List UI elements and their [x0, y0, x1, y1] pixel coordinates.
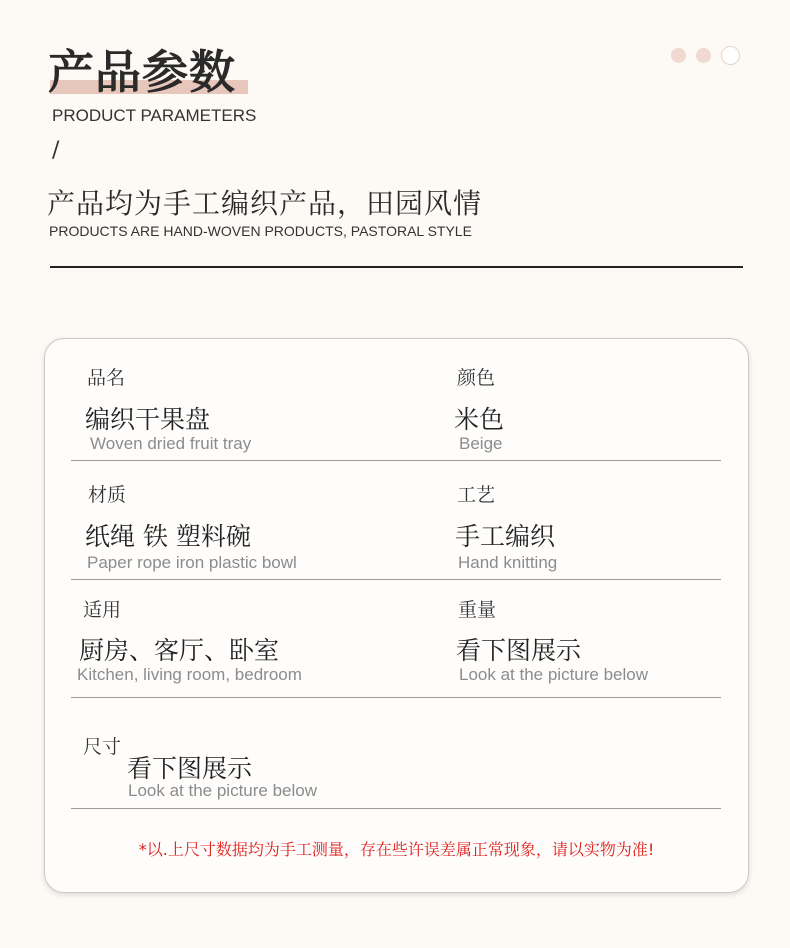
param-en-usage: Kitchen, living room, bedroom — [77, 665, 302, 684]
param-label-material: 材质 — [88, 484, 127, 506]
param-label-usage: 适用 — [83, 599, 122, 621]
param-label-size: 尺寸 — [83, 736, 122, 758]
param-value-name: 编织干果盘 — [85, 405, 211, 434]
headline-en: PRODUCTS ARE HAND-WOVEN PRODUCTS, PASTORAL STYLE — [49, 223, 472, 239]
param-label-color: 颜色 — [457, 367, 496, 389]
title-text: 产品参数 — [48, 45, 236, 99]
row-divider — [71, 808, 721, 809]
param-en-color: Beige — [459, 434, 503, 453]
param-en-name: Woven dried fruit tray — [90, 434, 252, 453]
headline: 产品均为手工编织产品，田园风情 — [47, 187, 483, 220]
param-en-weight: Look at the picture below — [459, 665, 649, 684]
row-divider — [71, 579, 721, 580]
dot-icon — [671, 48, 686, 63]
hollow-dot-icon — [721, 46, 740, 65]
param-value-color: 米色 — [454, 405, 505, 434]
header-divider — [50, 266, 743, 268]
param-label-name: 品名 — [87, 367, 126, 389]
param-value-usage: 厨房、客厅、卧室 — [79, 636, 280, 665]
param-value-size: 看下图展示 — [127, 754, 253, 783]
slash-mark: / — [52, 138, 60, 163]
param-label-craft: 工艺 — [457, 484, 496, 506]
param-value-material: 纸绳 铁 塑料碗 — [85, 522, 251, 551]
param-en-material: Paper rope iron plastic bowl — [87, 553, 297, 572]
dot-icon — [696, 48, 711, 63]
parameters-card — [44, 338, 749, 893]
param-en-craft: Hand knitting — [458, 553, 558, 572]
param-en-size: Look at the picture below — [128, 781, 318, 800]
row-divider — [71, 697, 721, 698]
param-label-weight: 重量 — [458, 599, 497, 621]
decorative-dots — [671, 48, 740, 65]
param-value-weight: 看下图展示 — [456, 636, 582, 665]
page-title — [48, 42, 236, 102]
param-value-craft: 手工编织 — [455, 522, 556, 551]
page-subtitle: PRODUCT PARAMETERS — [52, 106, 257, 125]
measurement-note: *以.上尺寸数据均为手工测量，存在些许误差属正常现象，请以实物为准! — [138, 840, 655, 859]
row-divider — [71, 460, 721, 461]
